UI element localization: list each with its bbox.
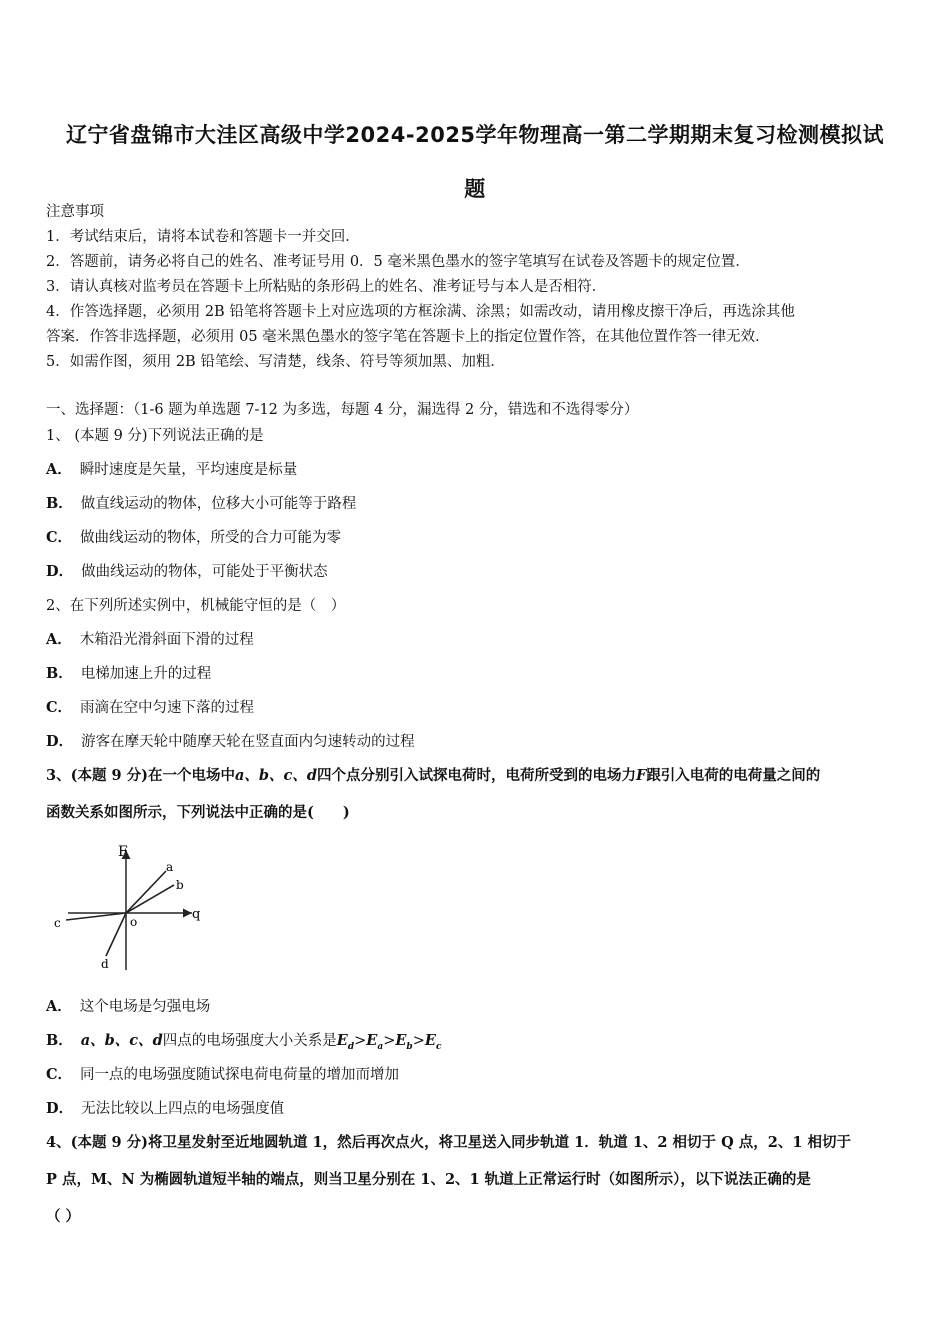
q4-line1: 4、(本题 9 分)将卫星发射至近地圆轨道 1，然后再次点火，将卫星送入同步轨道 1．轨道 1、2 相切于 Q 点，2、1 相切于 [46, 1134, 851, 1151]
option-text: 做直线运动的物体，位移大小可能等于路程 [80, 496, 357, 512]
label-d: d [101, 957, 109, 971]
notice-item: 3．请认真核对监考员在答题卡上所粘贴的条形码上的姓名、准考证号与本人是否相符． [46, 279, 607, 295]
q4-line3: （ ） [46, 1208, 81, 1225]
q1-option-b [46, 494, 356, 514]
option-text: 雨滴在空中匀速下落的过程 [80, 700, 255, 716]
option-text: 木箱沿光滑斜面下滑的过程 [79, 632, 254, 648]
option-letter: B． [46, 495, 73, 512]
option-text: 无法比较以上四点的电场强度值 [81, 1101, 285, 1117]
notice-heading: 注意事项 [46, 204, 104, 220]
q1-option-a [46, 460, 297, 480]
force-charge-graph [46, 838, 216, 973]
gt-sign: > [354, 1033, 367, 1049]
e-symbol: E [366, 1032, 378, 1049]
exam-title [40, 108, 910, 216]
option-text: 这个电场是匀强电场 [79, 999, 211, 1015]
option-text: 四点的电场强度大小关系是 [162, 1033, 337, 1049]
option-text: 做曲线运动的物体，可能处于平衡状态 [81, 564, 328, 580]
e-sub: d [347, 1041, 355, 1052]
q3-stem-part: 四个点分别引入试探电荷时，电荷所受到的电场力 [317, 767, 637, 784]
option-letter: D． [46, 563, 74, 580]
q2-option-d [46, 732, 415, 752]
gt-sign: > [412, 1033, 425, 1049]
q2-option-c [46, 698, 254, 718]
line-c [66, 913, 126, 920]
option-points: a、b、c、d [80, 1032, 163, 1049]
option-letter: B． [46, 665, 73, 682]
label-f: F [118, 844, 128, 860]
option-text: 做曲线运动的物体，所受的合力可能为零 [80, 530, 342, 546]
q1-stem: 1、 (本题 9 分)下列说法正确的是 [46, 428, 264, 444]
q3-stem-part: 跟引入电荷的电荷量之间的 [646, 767, 821, 784]
q3-points: a、b、c、d [235, 767, 318, 784]
notice-item: 1．考试结束后，请将本试卷和答题卡一并交回． [46, 229, 360, 245]
q2-option-a [46, 630, 254, 650]
notice-item: 5．如需作图，须用 2B 铅笔绘、写清楚，线条、符号等须加黑、加粗． [46, 354, 505, 370]
q2-stem: 2、在下列所述实例中，机械能守恒的是（ ） [46, 598, 346, 614]
q1-option-c [46, 528, 341, 548]
title-line-2: 题 [464, 177, 486, 201]
q3-stem-part: 3、(本题 9 分)在一个电场中 [46, 767, 235, 784]
option-letter: A． [46, 461, 72, 478]
q3-option-d [46, 1099, 284, 1119]
option-text: 游客在摩天轮中随摩天轮在竖直面内匀速转动的过程 [81, 734, 415, 750]
label-q: q [192, 907, 201, 922]
option-letter: D． [46, 1100, 74, 1117]
option-letter: A． [46, 631, 72, 648]
option-letter: C． [46, 699, 73, 716]
e-symbol: E [336, 1032, 348, 1049]
option-text: 同一点的电场强度随试探电荷电荷量的增加而增加 [80, 1067, 400, 1083]
e-sub: b [406, 1041, 413, 1052]
title-line-1: 辽宁省盘锦市大洼区高级中学2024-2025学年物理高一第二学期期末复习检测模拟试 [65, 123, 885, 147]
q2-option-b [46, 664, 211, 684]
option-letter: C． [46, 1066, 73, 1083]
e-symbol: E [424, 1032, 436, 1049]
q3-stem-line1 [46, 766, 820, 786]
option-letter: D． [46, 733, 74, 750]
label-o: o [130, 915, 138, 929]
label-a: a [166, 860, 174, 874]
q3-option-a [46, 997, 210, 1017]
q4-line2: P 点，M、N 为椭圆轨道短半轴的端点，则当卫星分别在 1、2、1 轨道上正常运行时（如图所示），以下说法正确的是 [46, 1171, 811, 1188]
notice-item: 答案．作答非选择题，必须用 05 毫米黑色墨水的签字笔在答题卡上的指定位置作答，在其他位置作答一律无效． [46, 329, 770, 345]
option-text: 瞬时速度是矢量，平均速度是标量 [79, 462, 298, 478]
e-sub: c [435, 1041, 442, 1052]
label-b: b [176, 878, 184, 892]
q3-option-c [46, 1065, 399, 1085]
e-sub: a [377, 1041, 384, 1052]
q1-option-d [46, 562, 328, 582]
q3-force-symbol: F [636, 767, 647, 784]
option-letter: B． [46, 1032, 73, 1049]
gt-sign: > [383, 1033, 396, 1049]
option-letter: A． [46, 998, 72, 1015]
q3-option-b [46, 1031, 441, 1057]
label-c: c [54, 916, 61, 930]
q3-stem-line2: 函数关系如图所示，下列说法中正确的是( ) [46, 804, 350, 821]
option-letter: C． [46, 529, 73, 546]
notice-item: 2．答题前，请务必将自己的姓名、准考证号用 0．5 毫米黑色墨水的签字笔填写在试卷及答题卡的规定位置． [46, 254, 750, 270]
notice-item: 4．作答选择题，必须用 2B 铅笔将答题卡上对应选项的方框涂满、涂黑；如需改动，请用橡皮擦干净后，再选涂其他 [46, 304, 795, 320]
option-text: 电梯加速上升的过程 [80, 666, 212, 682]
line-b [126, 885, 174, 913]
line-d [106, 913, 126, 956]
line-a [126, 871, 166, 913]
e-symbol: E [395, 1032, 407, 1049]
section-heading: 一、选择题：（1-6 题为单选题 7-12 为多选，每题 4 分，漏选得 2 分，错选和不选得零分） [46, 402, 639, 418]
